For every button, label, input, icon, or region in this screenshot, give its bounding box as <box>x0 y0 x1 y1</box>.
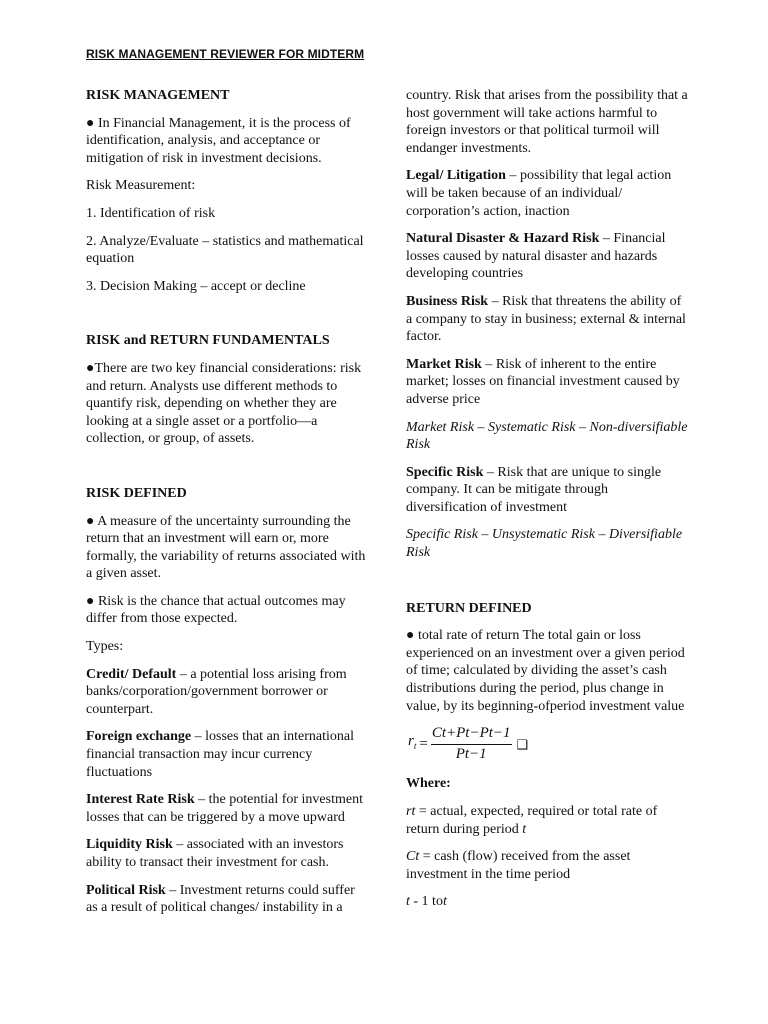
paragraph-risk-defined-1: ● A measure of the uncertainty surrounding the return that an investment will earn or, more formally, the variability of returns associated with a given asset. <box>86 513 366 582</box>
right-column <box>406 87 688 921</box>
specific-risk-aliases: Specific Risk – Unsystematic Risk – Diversifiable Risk <box>406 527 683 561</box>
heading-return-defined: RETURN DEFINED <box>406 600 532 616</box>
step-item: 3. Decision Making – accept or decline <box>86 278 306 294</box>
step-item: 2. Analyze/Evaluate – statistics and mathematical equation <box>86 233 364 267</box>
paragraph-risk-management: ● In Financial Management, it is the process of identification, analysis, and acceptance or mitigation of risk in investment decisions. <box>86 115 351 166</box>
heading-risk-defined: RISK DEFINED <box>86 485 187 501</box>
types-label: Types: <box>86 639 124 655</box>
risk-type-term: Natural Disaster & Hazard Risk <box>406 231 600 247</box>
paragraph-risk-return-fundamentals: ●There are two key financial considerations: risk and return. Analysts use different methods to quantify risk, depending on whether they are looking at a single asset or a portfolio—a collection, or group, of assets. <box>86 360 362 447</box>
risk-type-description: – Investment returns could suffer as a result of political changes/ instability in a <box>86 882 355 916</box>
risk-type-term: Business Risk <box>406 293 489 309</box>
risk-type-term: Market Risk <box>406 356 482 372</box>
risk-type-term: Liquidity Risk <box>86 837 173 853</box>
risk-type-term: Legal/ Litigation <box>406 168 506 184</box>
risk-type-description: – Risk that threatens the ability of a company to stay in business; external & internal factor. <box>406 293 686 345</box>
risk-type-term: Interest Rate Risk <box>86 792 195 808</box>
heading-risk-management: RISK MANAGEMENT <box>86 88 230 103</box>
formula-equals: = <box>419 735 428 752</box>
definition-text: - 1 to <box>409 894 443 910</box>
risk-type-legal <box>406 167 688 220</box>
risk-type-specific <box>406 464 688 517</box>
risk-type-market <box>406 356 688 409</box>
symbol-t: t <box>406 894 410 910</box>
paragraph-return-defined: ● total rate of return The total gain or loss experienced on an investment over a given period of time; calculated by dividing the asset’s cash distributions during the period, plus change in value, by its beginning-ofperiod investment value <box>406 628 685 714</box>
risk-type-description: – losses that an international financial transaction may incur currency fluctuations <box>86 729 355 780</box>
return-formula <box>408 725 688 763</box>
risk-type-foreign-exchange <box>86 728 366 781</box>
step-item: 1. Identification of risk <box>86 205 216 221</box>
risk-type-credit <box>86 666 366 719</box>
political-risk-continued: country. Risk that arises from the possibility that a host government will take actions harmful to foreign investors or that political turmoil will endanger investments. <box>406 88 688 156</box>
risk-type-term: Political Risk <box>86 882 166 898</box>
paragraph-risk-defined-2: ● Risk is the chance that actual outcomes may differ from those expected. <box>86 593 346 627</box>
symbol-rt: rt <box>406 804 416 819</box>
risk-type-description: – Risk that are unique to single company. It can be mitigate through diversification of investment <box>406 464 662 515</box>
risk-type-business <box>406 293 688 346</box>
heading-risk-return-fundamentals: RISK and RETURN FUNDAMENTALS <box>86 333 330 349</box>
risk-type-interest-rate <box>86 791 366 826</box>
formula-numerator: Ct+Pt−Pt−1 <box>431 725 512 745</box>
risk-type-term: Foreign exchange <box>86 729 192 745</box>
formula-denominator: Pt−1 <box>455 745 487 762</box>
document-title: RISK MANAGEMENT REVIEWER FOR MIDTERM <box>86 47 365 61</box>
risk-type-natural-disaster <box>406 230 688 283</box>
risk-type-liquidity <box>86 836 366 871</box>
market-risk-aliases: Market Risk – Systematic Risk – Non-diversifiable Risk <box>406 419 688 453</box>
formula-lhs <box>408 733 416 756</box>
risk-type-description: – possibility that legal action will be taken because of an individual/ corporation’s action, inaction <box>406 168 672 219</box>
risk-type-description: – Risk of inherent to the entire market; losses on financial investment caused by adverse price <box>406 356 680 407</box>
formula-lhs-symbol: r <box>408 733 414 750</box>
formula-lhs-subscript: t <box>413 741 417 752</box>
risk-measurement-label: Risk Measurement: <box>86 178 196 194</box>
risk-type-description: – associated with an investors ability to transact their investment for cash. <box>86 837 344 870</box>
definition-text: = actual, expected, required or total rate of return during period <box>406 804 658 837</box>
symbol-t: t <box>522 821 527 837</box>
symbol-ct: Ct <box>406 849 420 865</box>
definition-text: = cash (flow) received from the asset investment in the time period <box>406 849 631 882</box>
left-column <box>86 87 366 927</box>
definition-ct <box>406 848 688 883</box>
risk-type-term: Specific Risk <box>406 464 484 480</box>
where-label: Where: <box>406 776 451 792</box>
risk-type-term: Credit/ Default <box>86 666 177 682</box>
risk-type-description: – the potential for investment losses that can be triggered by a move upward <box>86 792 363 825</box>
symbol-t-end: t <box>442 894 447 910</box>
definition-rt <box>406 803 688 838</box>
definition-t <box>406 893 688 911</box>
formula-fraction <box>431 725 512 763</box>
placeholder-box-icon: ❑ <box>516 736 529 752</box>
risk-type-description: – Financial losses caused by natural disaster and hazards developing countries <box>406 231 666 282</box>
risk-type-description: – a potential loss arising from banks/corporation/government borrower or counterpart. <box>86 666 347 717</box>
risk-type-political <box>86 882 366 917</box>
